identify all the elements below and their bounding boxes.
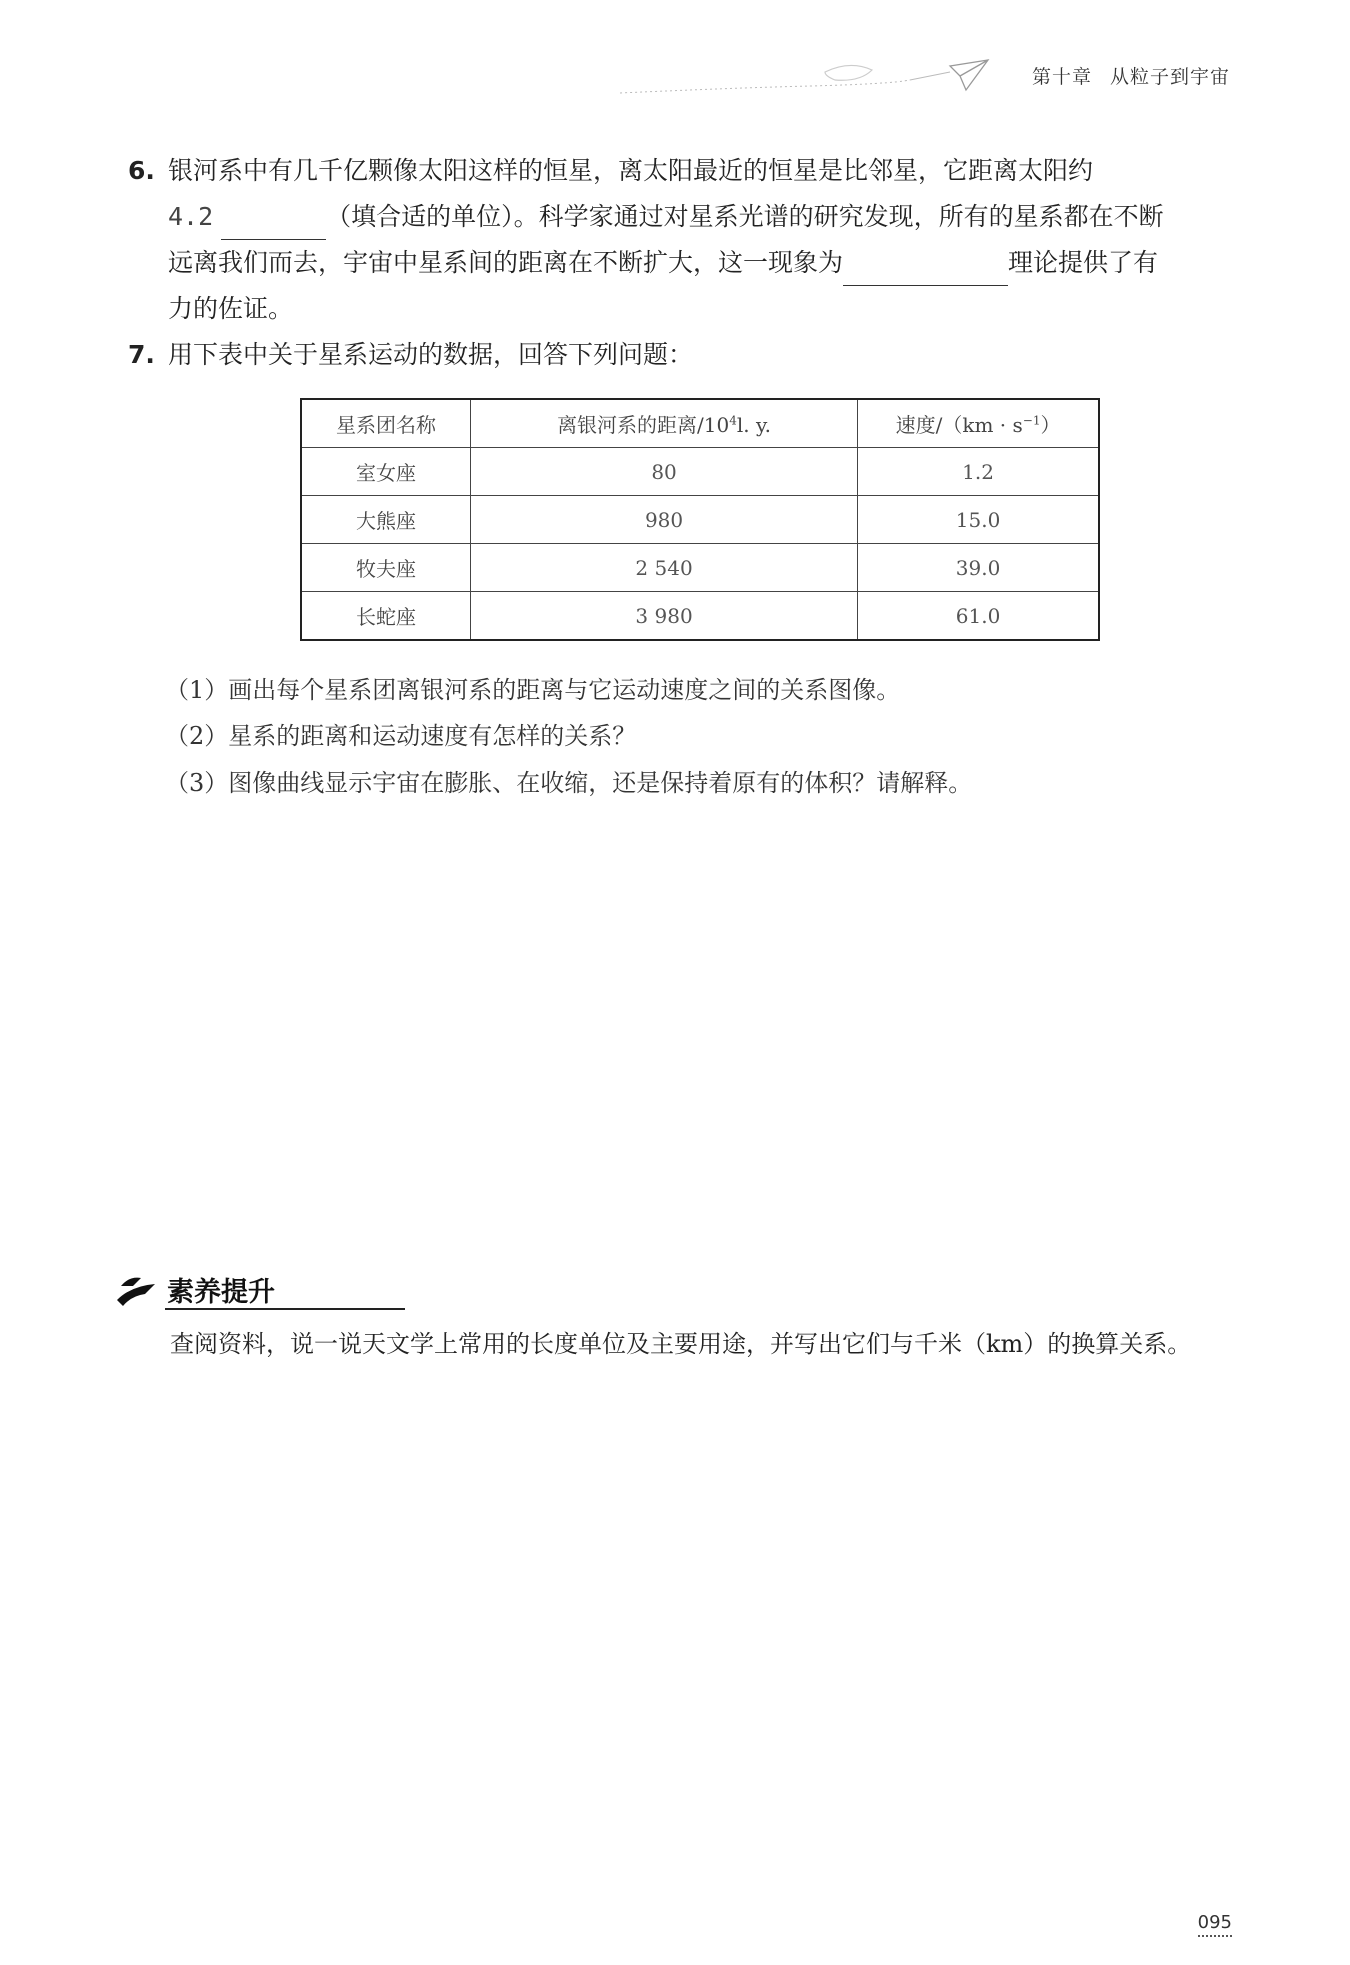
page-number: 095	[1198, 1912, 1232, 1937]
chapter-number: 第十章	[1031, 66, 1092, 88]
subquestion-3: （3）图像曲线显示宇宙在膨胀、在收缩，还是保持着原有的体积？请解释。	[165, 769, 973, 797]
cluster-distance: 2 540	[471, 544, 858, 592]
cluster-distance: 3 980	[471, 592, 858, 641]
question-7	[128, 332, 1233, 378]
theory-blank[interactable]	[843, 255, 1008, 286]
subquestion-1: （1）画出每个星系团离银河系的距离与它运动速度之间的关系图像。	[165, 676, 901, 704]
cluster-distance: 980	[471, 496, 858, 544]
question-number: 7.	[128, 340, 155, 369]
distance-value: 4.2	[168, 202, 214, 231]
question-6-line-1: 银河系中有几千亿颗像太阳这样的恒星，离太阳最近的恒星是比邻星，它距离太阳约	[168, 156, 1094, 185]
cluster-speed: 39.0	[858, 544, 1099, 592]
cluster-name: 长蛇座	[301, 592, 471, 641]
cluster-distance: 80	[471, 448, 858, 496]
header-speed: 速度$/(km \cdot s^{-1})$	[858, 399, 1099, 448]
header-distance: 离银河系的距离$/10^4l$. y.	[471, 399, 858, 448]
cluster-speed: 61.0	[858, 592, 1099, 641]
cluster-name: 牧夫座	[301, 544, 471, 592]
cluster-name: 室女座	[301, 448, 471, 496]
cluster-name: 大熊座	[301, 496, 471, 544]
cluster-speed: 15.0	[858, 496, 1099, 544]
section-paragraph	[115, 1320, 1235, 1368]
question-6-line-2	[168, 194, 1233, 240]
question-6-line-3-start: 远离我们而去，宇宙中星系间的距离在不断扩大，这一现象为	[168, 248, 844, 277]
table-row	[301, 592, 1099, 641]
double-slash-icon	[115, 1270, 159, 1310]
subquestion-2: （2）星系的距离和运动速度有怎样的关系？	[165, 722, 637, 750]
question-number: 6.	[128, 156, 155, 185]
galaxy-data-table	[300, 398, 1100, 641]
cluster-speed: 1.2	[858, 448, 1099, 496]
section-paragraph-text: 查阅资料，说一说天文学上常用的长度单位及主要用途，并写出它们与千米（km）的换算关系。	[170, 1330, 1192, 1358]
chapter-title: 从粒子到宇宙	[1109, 66, 1230, 88]
question-6	[128, 148, 1233, 332]
table-row	[301, 544, 1099, 592]
unit-blank[interactable]	[221, 209, 326, 240]
page-header	[610, 58, 1230, 98]
table-header-row	[301, 399, 1099, 448]
question-6-line-2-text: （填合适的单位）。科学家通过对星系光谱的研究发现，所有的星系都在不断	[326, 202, 1164, 231]
table-row	[301, 448, 1099, 496]
paper-plane-decoration-icon	[610, 58, 1030, 98]
section-underline	[165, 1308, 405, 1310]
question-6-line-4: 力的佐证。	[168, 294, 294, 323]
section-title: 素养提升	[167, 1277, 275, 1308]
question-6-line-3-end: 理论提供了有	[1008, 248, 1159, 277]
question-7-text: 用下表中关于星系运动的数据，回答下列问题：	[168, 340, 694, 369]
chapter-heading	[1032, 62, 1230, 89]
question-6-line-3	[168, 240, 1233, 286]
header-cluster-name: 星系团名称	[301, 399, 471, 448]
table-row	[301, 496, 1099, 544]
